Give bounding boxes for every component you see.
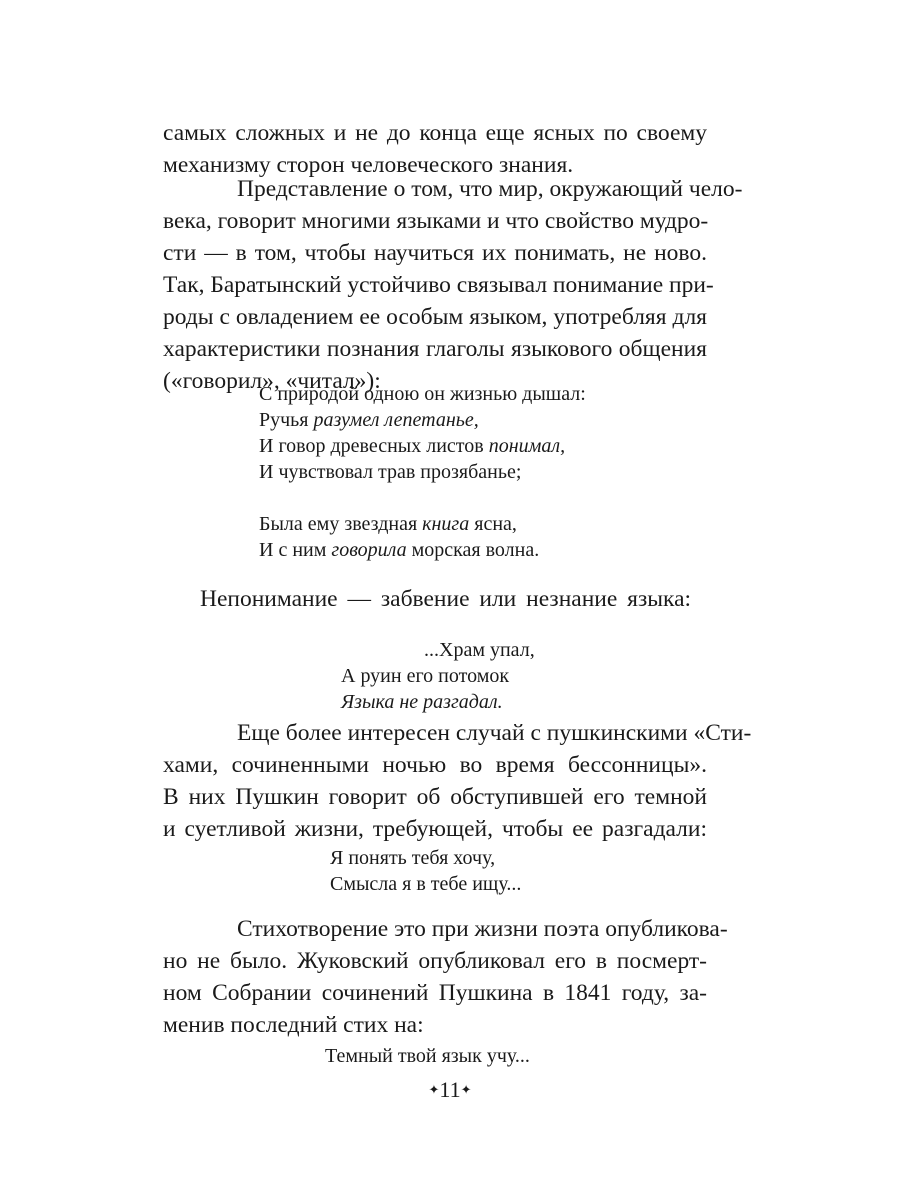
- poem-line: ...Храм упал,: [424, 639, 535, 661]
- paragraph-zhukovsky: [163, 913, 728, 1041]
- text-line: характеристики познания глаголы языкового общения: [163, 336, 707, 362]
- poem-quote-temple: [341, 637, 535, 715]
- text-line: сти — в том, чтобы научиться их понимать, не ново.: [163, 240, 707, 266]
- text-line: Стихотворение это при жизни поэта опубликова-: [237, 916, 728, 942]
- text-line: ном Собрании сочинений Пушкина в 1841 году, за-: [163, 980, 707, 1006]
- text-line: но не было. Жуковский опубликовал его в посмерт-: [163, 948, 707, 974]
- text-line: Еще более интересен случай с пушкинскими «Сти-: [237, 720, 752, 746]
- poem-quote-baratynsky: [259, 381, 586, 563]
- poem-line: Я понять тебя хочу,: [330, 847, 496, 869]
- text-line: века, говорит многими языками и что свойство мудро-: [163, 208, 709, 234]
- ornament-star-icon: ✦: [460, 1082, 472, 1097]
- text-line: самых сложных и не до конца еще ясных по своему: [163, 120, 707, 146]
- stanza-break: [259, 485, 586, 511]
- poem-line: А руин его потомок: [341, 665, 510, 687]
- paragraph-continuation: [163, 117, 707, 181]
- text-line: («говорил», «читал»):: [163, 368, 381, 394]
- text-line: менив последний стих на:: [163, 1012, 424, 1038]
- poem-quote-pushkin: [330, 845, 521, 897]
- text-line: роды с овладением ее особым языком, употребляя для: [163, 304, 707, 330]
- text-line: механизму сторон человеческого знания.: [163, 152, 574, 178]
- poem-line: Ручья разумел лепетанье,: [259, 409, 479, 431]
- text-line: и суетливой жизни, требующей, чтобы ее разгадали:: [163, 816, 707, 842]
- paragraph-pushkin: [163, 717, 752, 845]
- poem-line: С природой одною он жизнью дышал:: [259, 383, 586, 405]
- page-number: [0, 1076, 900, 1104]
- poem-line: Смысла я в тебе ищу...: [330, 873, 522, 895]
- page-number-value: 11: [439, 1077, 461, 1102]
- italic-emphasis: разумел лепетанье,: [313, 409, 479, 431]
- text-line: хами, сочиненными ночью во время бессонницы».: [163, 752, 707, 778]
- italic-emphasis: понимал,: [488, 435, 566, 457]
- poem-line: И чувствовал трав прозябанье;: [259, 461, 522, 483]
- text-line: Непонимание — забвение или незнание языка:: [200, 586, 692, 612]
- text-line: Представление о том, что мир, окружающий чело-: [237, 176, 743, 202]
- poem-line: И говор древесных листов понимал,: [259, 435, 566, 457]
- poem-line: Была ему звездная книга ясна,: [259, 513, 517, 535]
- text-line: Так, Баратынский устойчиво связывал понимание при-: [163, 272, 714, 298]
- poem-line-italic: Языка не разгадал.: [341, 691, 503, 713]
- italic-emphasis: книга: [422, 513, 470, 535]
- poem-quote-zhukovsky: [325, 1043, 530, 1069]
- text-line: В них Пушкин говорит об обступившей его темной: [163, 784, 707, 810]
- poem-line: И с ним говорила морская волна.: [259, 539, 540, 561]
- italic-emphasis: говорила: [331, 539, 407, 561]
- poem-line: Темный твой язык учу...: [325, 1045, 530, 1067]
- ornament-star-icon: ✦: [428, 1082, 440, 1097]
- paragraph-baratynsky: [163, 173, 743, 397]
- paragraph-misunderstanding: [200, 583, 691, 615]
